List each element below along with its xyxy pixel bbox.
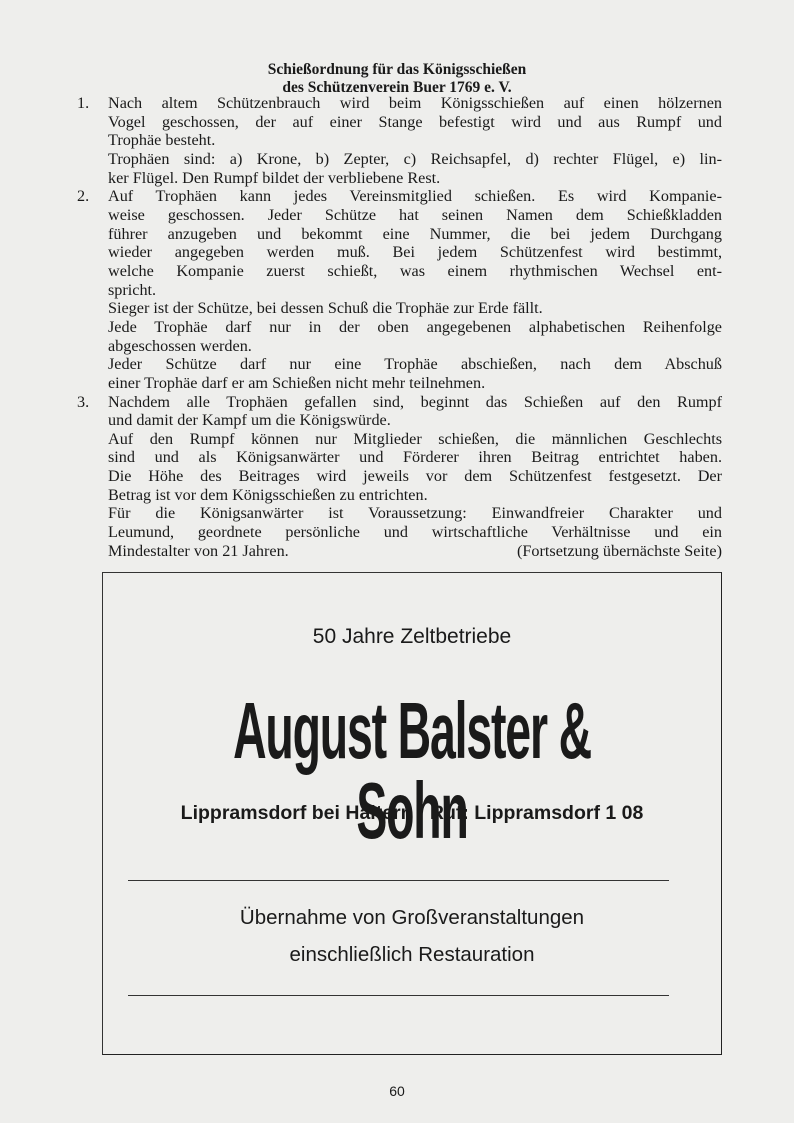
- title-line-1: Schießordnung für das Königsschießen: [267, 61, 527, 78]
- title-line-2: des Schützenverein Buer 1769 e. V.: [282, 79, 512, 96]
- text-line: welche Kompanie zuerst schießt, was einem rhythmischen Wechsel ent-: [108, 261, 722, 280]
- text-line: Sieger ist der Schütze, bei dessen Schuß die Trophäe zur Erde fällt.: [108, 299, 543, 318]
- page-number: 60: [389, 1083, 405, 1099]
- text-line: wieder angegeben werden muß. Bei jedem Schützenfest wird bestimmt,: [108, 243, 722, 262]
- text-line: Für die Königsanwärter ist Voraussetzung: Einwandfreier Charakter und: [108, 504, 722, 523]
- divider: [128, 995, 669, 996]
- rule-item: [77, 393, 722, 561]
- ad-address: Lippramsdorf bei Haltern · Ruf: Lippramsdorf 1 08: [180, 802, 644, 824]
- item-number: 3.: [77, 392, 90, 411]
- final-line: [108, 542, 722, 561]
- text-line: Leumund, geordnete persönliche und wirtschaftliche Verhältnisse und ein: [108, 523, 722, 542]
- text-line: weise geschossen. Jeder Schütze hat seinen Namen dem Schießkladden: [108, 205, 722, 224]
- divider: [128, 880, 669, 881]
- text-line: Trophäen sind: a) Krone, b) Zepter, c) Reichsapfel, d) rechter Flügel, e) lin-: [108, 149, 722, 168]
- ad-services-line-1: Übernahme von Großveranstaltungen: [239, 906, 585, 929]
- text-line: einer Trophäe darf er am Schießen nicht mehr teilnehmen.: [108, 373, 486, 392]
- ad-since: 50 Jahre Zeltbetriebe: [312, 625, 512, 648]
- text-line: Jede Trophäe darf nur in der oben angegebenen alphabetischen Reihenfolge: [108, 317, 722, 336]
- rule-item: [77, 187, 722, 392]
- text-line: abgeschossen werden.: [108, 336, 252, 355]
- continuation-note: (Fortsetzung übernächste Seite): [517, 541, 722, 560]
- text-line: und damit der Kampf um die Königswürde.: [108, 411, 391, 430]
- text-line: Jeder Schütze darf nur eine Trophäe abschießen, nach dem Abschuß: [108, 355, 722, 374]
- ad-services-line-2: einschließlich Restauration: [289, 943, 535, 966]
- text-line: sind und als Königsanwärter und Förderer ihren Beitrag entrichtet haben.: [108, 448, 722, 467]
- text-line: Nachdem alle Trophäen gefallen sind, beginnt das Schießen auf den Rumpf: [108, 392, 722, 411]
- rules-body: [77, 94, 722, 560]
- text-line: führer anzugeben und bekommt eine Nummer, die bei jedem Durchgang: [108, 224, 722, 243]
- text-line: ker Flügel. Den Rumpf bildet der verbliebene Rest.: [108, 168, 441, 187]
- text-line: Auf den Rumpf können nur Mitglieder schießen, die männlichen Geschlechts: [108, 429, 722, 448]
- ad-company-name: August Balster & Sohn: [233, 686, 591, 855]
- item-number: 2.: [77, 187, 90, 206]
- item-number: 1.: [77, 94, 90, 112]
- text-line: Vogel geschossen, der auf einer Stange befestigt wird und aus Rumpf und: [108, 112, 722, 131]
- text-line: Auf Trophäen kann jedes Vereinsmitglied schießen. Es wird Kompanie-: [108, 187, 722, 206]
- rule-item: [77, 94, 722, 187]
- text-line: Die Höhe des Beitrages wird jeweils vor dem Schützenfest festgesetzt. Der: [108, 467, 722, 486]
- advertisement: [102, 572, 722, 1055]
- document-title: [0, 61, 794, 97]
- text-line: Mindestalter von 21 Jahren.: [108, 541, 289, 560]
- text-line: Betrag ist vor dem Königsschießen zu entrichten.: [108, 485, 428, 504]
- text-line: Nach altem Schützenbrauch wird beim Königsschießen auf einen hölzernen: [108, 94, 722, 112]
- text-line: spricht.: [108, 280, 157, 299]
- text-line: Trophäe besteht.: [108, 131, 216, 150]
